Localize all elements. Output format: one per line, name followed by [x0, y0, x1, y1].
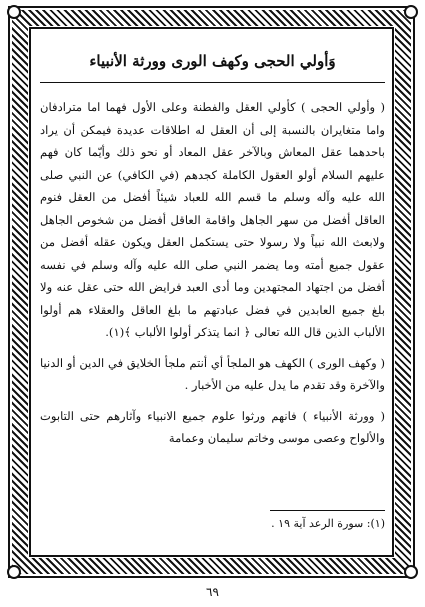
- page-number: ٦٩: [206, 585, 219, 599]
- running-header: وَأولي الحجى وكهف الورى وورثة الأنبياء: [89, 52, 336, 70]
- footnote-divider: [270, 510, 385, 511]
- paragraph-refuge: ( وكهف الورى ) الكهف هو الملجأ أي أنتم ملجأ الخلايق في الدين أو الدنيا والآخرة وقد تقدم ما يدل عليه من الأخبار .: [40, 355, 385, 392]
- header-divider: [40, 82, 385, 83]
- corner-ornament-top-left: [7, 5, 21, 19]
- corner-ornament-bottom-left: [7, 565, 21, 579]
- paragraph-intellect: ( وأولي الحجى ) كأولي العقل والفطنة وعلى الأول فهما اما مترادفان واما متغايران بالنسبة إلى أن العقل له اطلاقات عديدة فيمكن أن يراد باحدهما عقل المعاش وبالآخر عقل المعاد أو نحو ذلك وأيّما كان فهم عليهم السلام أولو العقول الكاملة كجدهم (في الكافي) عن النبي صلى الله عليه وآله وسلم ما قسم الله للعباد شيئاً أفضل من العقل فنوم العاقل أفضل من سهر الجاهل واقامة العاقل أفضل من شخوص الجاهل ولابعث الله نبياً ولا رسولا حتى يستكمل العقل ويكون عقله أفضل من عقول جميع أمته وما يضمر النبي صلى الله عليه وآله وسلم في نفسه أفضل من اجتهاد المجتهدين وما أدى العبد فرايض الله حتى عقل عنه ولا بلغ جميع العابدين في فضل عبادتهم ما بلغ العاقل والعقلاء هم أولوا الألباب الذين قال الله تعالى ﴿ انما يتذكر أولوا الألباب ﴾(١).: [40, 100, 385, 339]
- main-text: [40, 96, 385, 458]
- paragraph-heirs: ( وورثة الأنبياء ) فانهم ورثوا علوم جميع الانبياء وآثارهم حتى التابوت والألواح وعصى موسى وخاتم سليمان وعمامة: [40, 408, 385, 445]
- footnote: (١): سورة الرعد آية ١٩ .: [271, 517, 385, 530]
- corner-ornament-top-right: [404, 5, 418, 19]
- corner-ornament-bottom-right: [404, 565, 418, 579]
